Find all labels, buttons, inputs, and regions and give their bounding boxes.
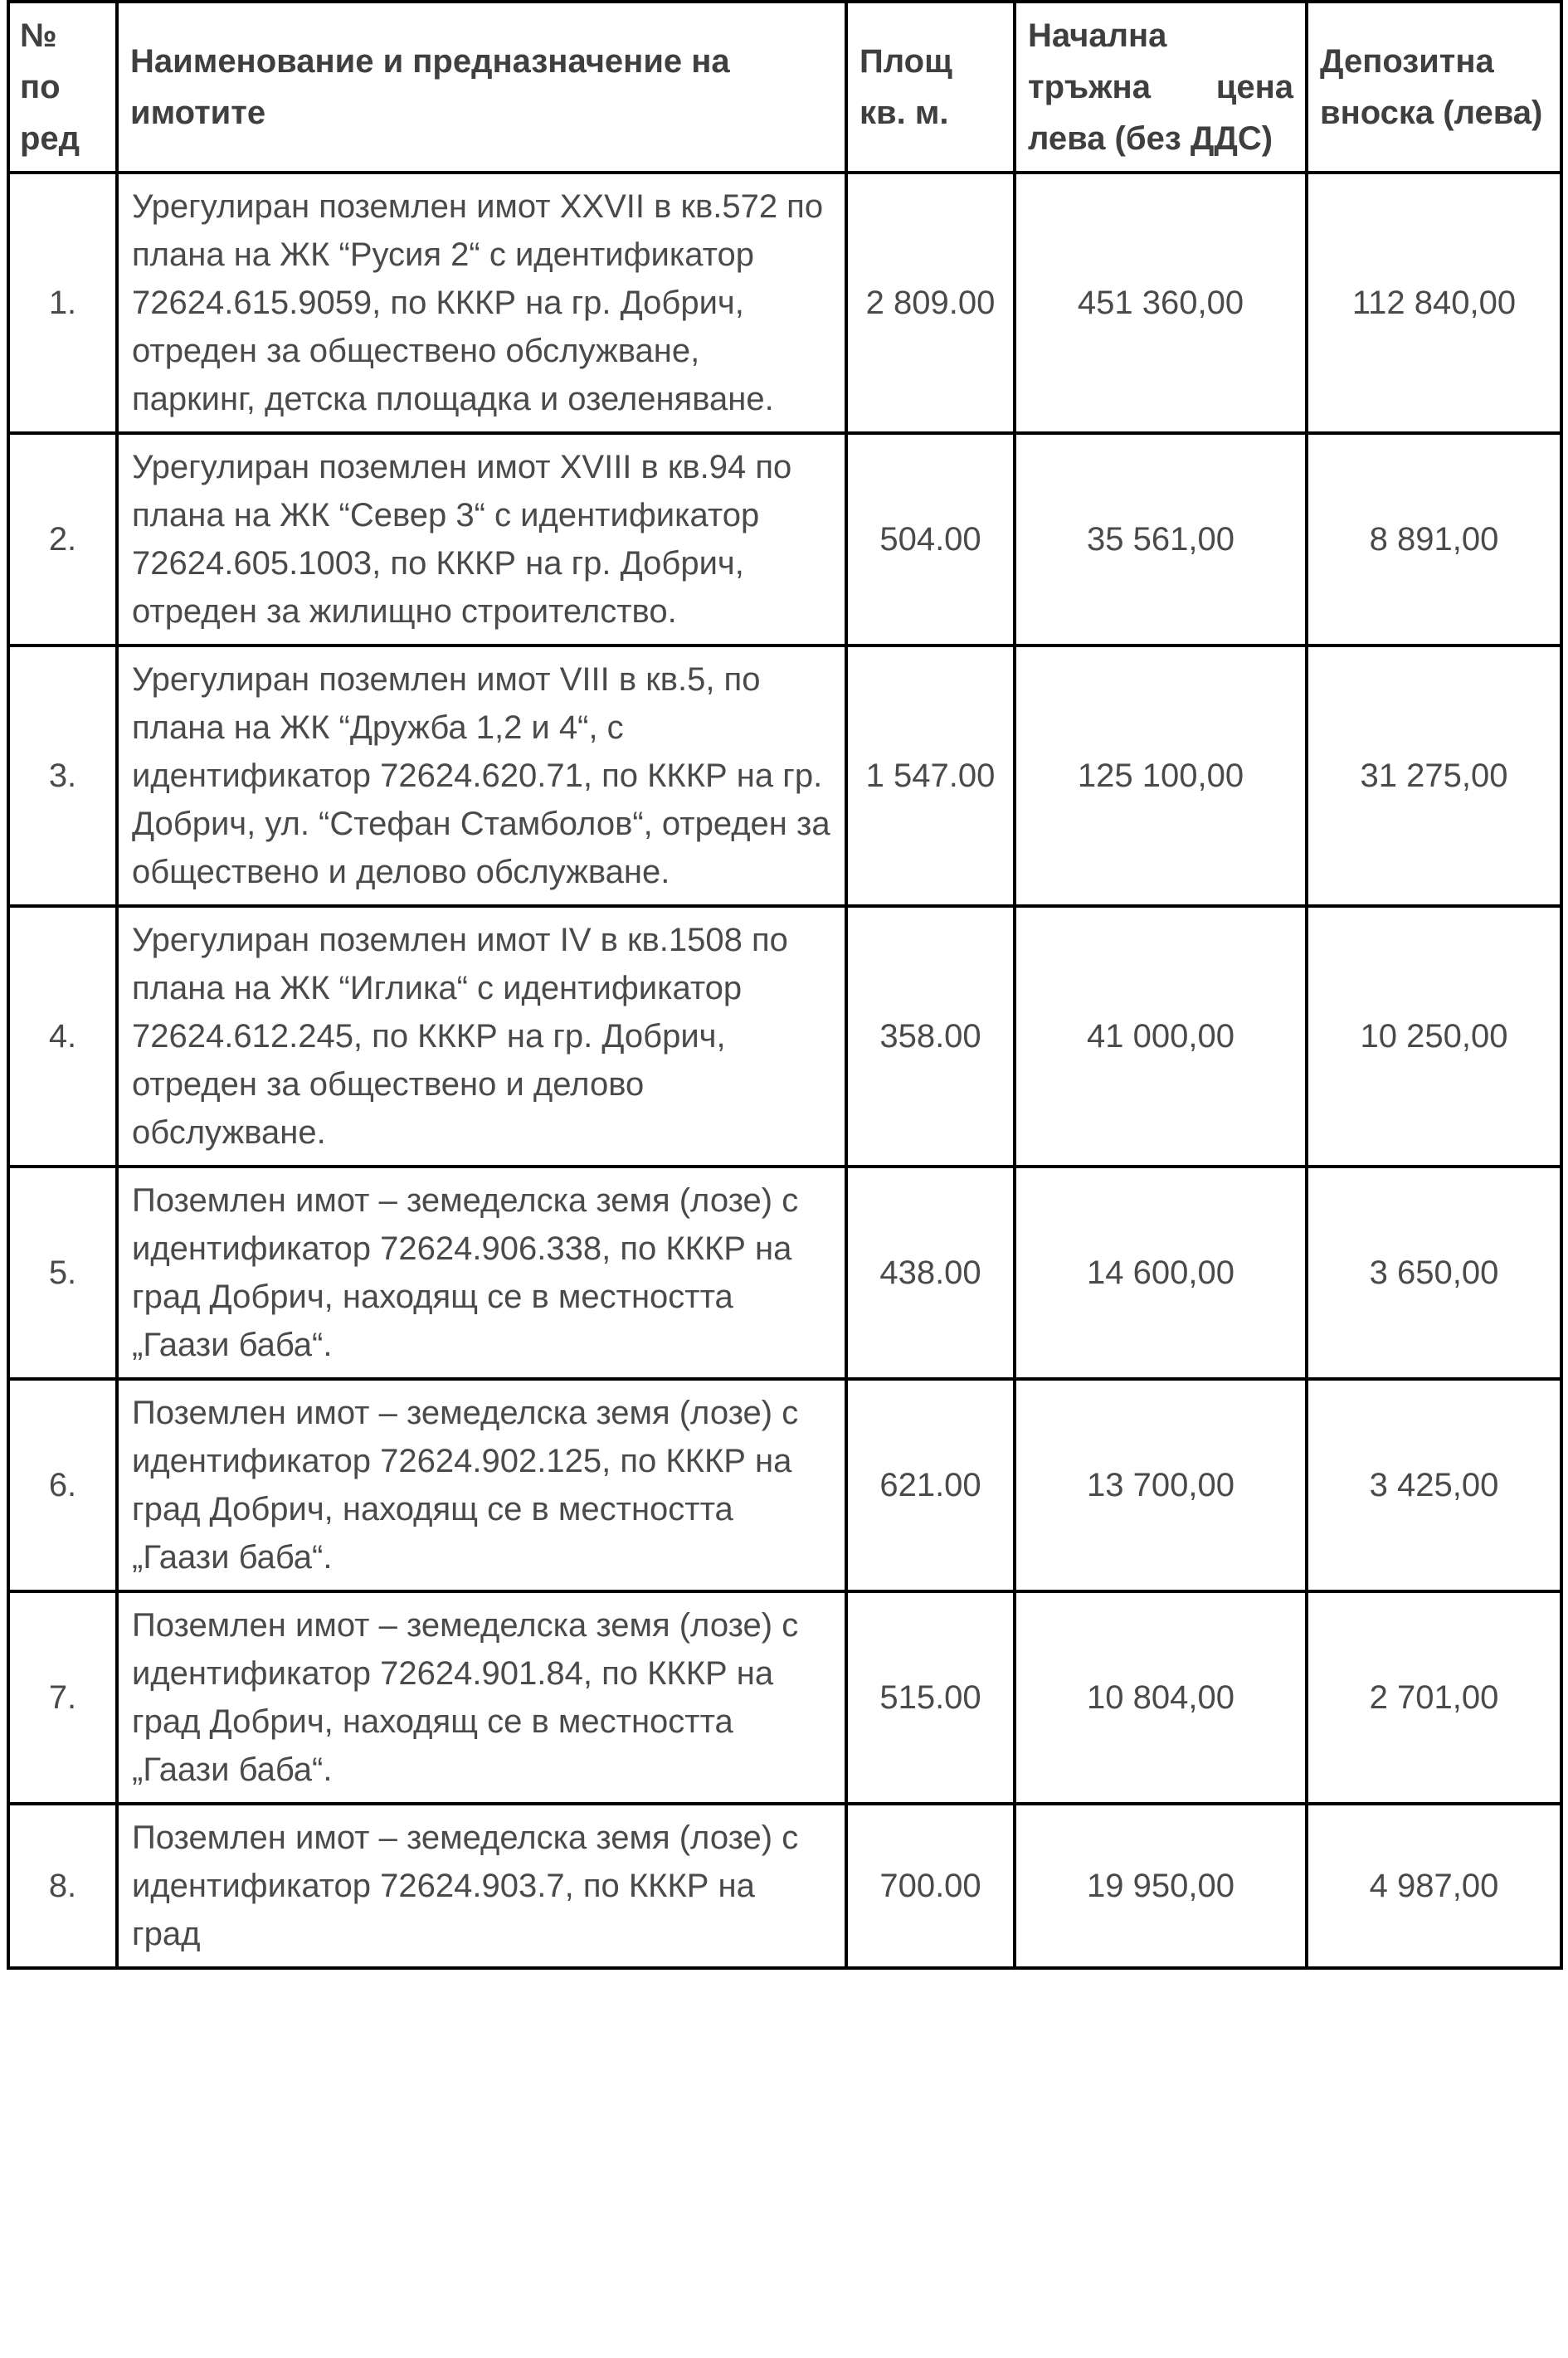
column-header-area: Площ кв. м. xyxy=(846,2,1015,173)
deposit-cell: 3 650,00 xyxy=(1307,1167,1561,1379)
property-description-cell: Урегулиран поземлен имот XVIII в кв.94 по плана на ЖК “Север 3“ с идентификатор 72624.605.1003, по КККР на гр. Добрич, отреден за жилищно строителство. xyxy=(117,433,846,646)
header-row xyxy=(8,2,1561,173)
property-description-cell: Поземлен имот – земеделска земя (лозе) с идентификатор 72624.902.125, по КККР на град Добрич, находящ се в местността „Гаази баба“. xyxy=(117,1379,846,1591)
property-description-cell: Поземлен имот – земеделска земя (лозе) с идентификатор 72624.903.7, по КККР на град xyxy=(117,1804,846,1968)
starting-price-cell: 10 804,00 xyxy=(1015,1591,1307,1804)
table-row xyxy=(8,433,1561,646)
property-description-cell: Урегулиран поземлен имот XXVII в кв.572 по плана на ЖК “Русия 2“ с идентификатор 72624.615.9059, по КККР на гр. Добрич, отреден за обществено обслужване, паркинг, детска площадка и озеленяване. xyxy=(117,173,846,433)
row-number-cell: 4. xyxy=(8,906,117,1167)
starting-price-cell: 13 700,00 xyxy=(1015,1379,1307,1591)
deposit-cell: 2 701,00 xyxy=(1307,1591,1561,1804)
area-cell: 515.00 xyxy=(846,1591,1015,1804)
starting-price-cell: 19 950,00 xyxy=(1015,1804,1307,1968)
starting-price-cell: 125 100,00 xyxy=(1015,646,1307,906)
properties-auction-table xyxy=(7,0,1563,1970)
property-description-cell: Урегулиран поземлен имот VIII в кв.5, по плана на ЖК “Дружба 1,2 и 4“, с идентификатор 72624.620.71, по КККР на гр. Добрич, ул. “Стефан Стамболов“, отреден за обществено и делово обслужване. xyxy=(117,646,846,906)
row-number-cell: 6. xyxy=(8,1379,117,1591)
deposit-cell: 8 891,00 xyxy=(1307,433,1561,646)
starting-price-cell: 451 360,00 xyxy=(1015,173,1307,433)
column-header-deposit: Депозитна вноска (лева) xyxy=(1307,2,1561,173)
area-cell: 621.00 xyxy=(846,1379,1015,1591)
starting-price-cell: 41 000,00 xyxy=(1015,906,1307,1167)
area-cell: 2 809.00 xyxy=(846,173,1015,433)
area-cell: 1 547.00 xyxy=(846,646,1015,906)
deposit-cell: 31 275,00 xyxy=(1307,646,1561,906)
table-row xyxy=(8,1167,1561,1379)
table-row xyxy=(8,906,1561,1167)
row-number-cell: 1. xyxy=(8,173,117,433)
table-row xyxy=(8,1591,1561,1804)
area-cell: 504.00 xyxy=(846,433,1015,646)
property-description-cell: Поземлен имот – земеделска земя (лозе) с идентификатор 72624.901.84, по КККР на град Добрич, находящ се в местността „Гаази баба“. xyxy=(117,1591,846,1804)
starting-price-cell: 35 561,00 xyxy=(1015,433,1307,646)
row-number-cell: 7. xyxy=(8,1591,117,1804)
table-row xyxy=(8,173,1561,433)
column-header-starting-price: Начална тръжна цена лева (без ДДС) xyxy=(1015,2,1307,173)
row-number-cell: 5. xyxy=(8,1167,117,1379)
table-row xyxy=(8,1804,1561,1968)
deposit-cell: 3 425,00 xyxy=(1307,1379,1561,1591)
table-header xyxy=(8,2,1561,173)
column-header-property-name: Наименование и предназначение на имотите xyxy=(117,2,846,173)
deposit-cell: 4 987,00 xyxy=(1307,1804,1561,1968)
row-number-cell: 3. xyxy=(8,646,117,906)
starting-price-cell: 14 600,00 xyxy=(1015,1167,1307,1379)
deposit-cell: 10 250,00 xyxy=(1307,906,1561,1167)
property-description-cell: Урегулиран поземлен имот IV в кв.1508 по плана на ЖК “Иглика“ с идентификатор 72624.612.245, по КККР на гр. Добрич, отреден за обществено и делово обслужване. xyxy=(117,906,846,1167)
row-number-cell: 8. xyxy=(8,1804,117,1968)
table-body xyxy=(8,173,1561,1968)
area-cell: 358.00 xyxy=(846,906,1015,1167)
row-number-cell: 2. xyxy=(8,433,117,646)
property-description-cell: Поземлен имот – земеделска земя (лозе) с идентификатор 72624.906.338, по КККР на град Добрич, находящ се в местността „Гаази баба“. xyxy=(117,1167,846,1379)
table-row xyxy=(8,646,1561,906)
area-cell: 700.00 xyxy=(846,1804,1015,1968)
deposit-cell: 112 840,00 xyxy=(1307,173,1561,433)
area-cell: 438.00 xyxy=(846,1167,1015,1379)
column-header-row-number: № по ред xyxy=(8,2,117,173)
table-row xyxy=(8,1379,1561,1591)
